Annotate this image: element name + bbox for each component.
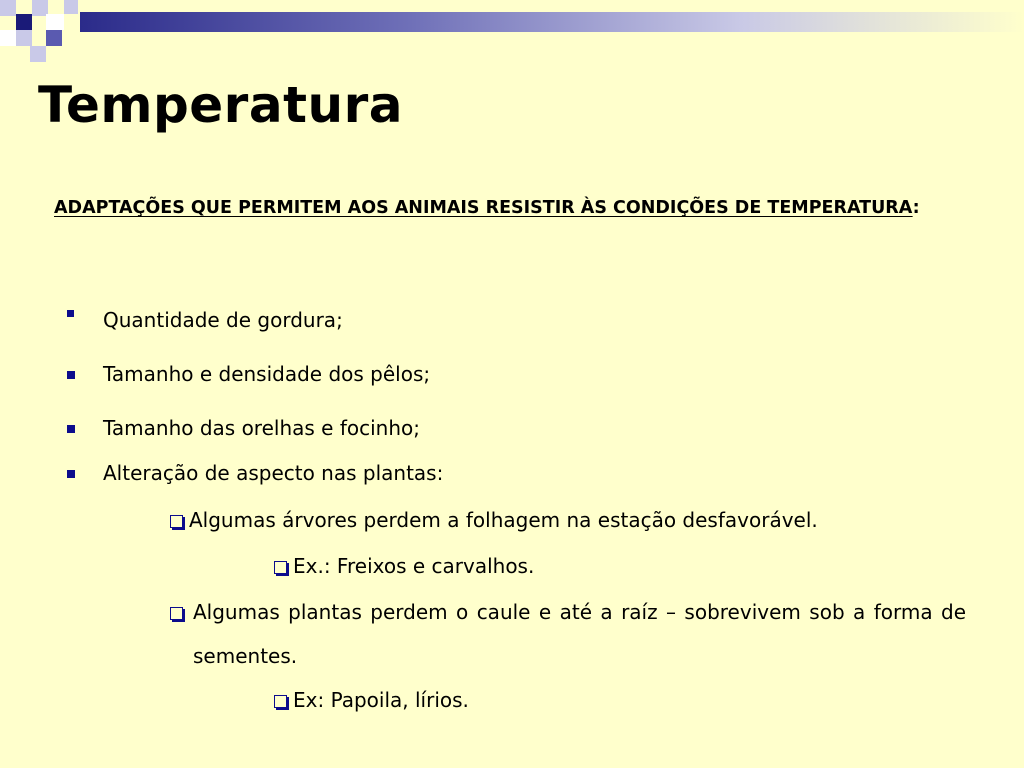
example-item [274,678,469,722]
bullet-square-icon [67,310,74,317]
example-text: Ex.: Freixos e carvalhos. [293,554,535,578]
list-item-text: Tamanho das orelhas e focinho; [103,416,420,440]
list-item-text: Tamanho e densidade dos pêlos; [103,362,431,386]
example-text: Ex: Papoila, lírios. [293,688,469,712]
list-item-text: Quantidade de gordura; [103,308,343,332]
sub-list-item-text: Algumas plantas perdem o caule e até a raíz – sobrevivem sob a forma de sementes. [193,600,966,668]
section-heading [54,188,968,228]
sub-list-item-text: Algumas árvores perdem a folhagem na estação desfavorável. [189,508,818,532]
deco-square [64,0,78,14]
checkbox-bullet-icon [274,695,287,708]
heading-colon: : [912,198,920,218]
example-item [274,544,534,588]
deco-square [30,46,46,62]
heading-text: ADAPTAÇÕES QUE PERMITEM AOS ANIMAIS RESISTIR ÀS CONDIÇÕES DE TEMPERATURA [54,198,913,218]
checkbox-bullet-icon [170,607,183,620]
deco-square [46,14,64,30]
bullet-square-icon [67,371,75,379]
deco-square [0,30,16,46]
sub-list-item [170,590,966,678]
deco-square [16,30,32,46]
checkbox-bullet-icon [274,561,287,574]
deco-square [46,30,62,46]
header-decoration [0,0,1024,62]
deco-square [0,0,16,16]
bullet-square-icon [67,470,75,478]
gradient-bar [80,12,1024,32]
list-item-text: Alteração de aspecto nas plantas: [103,461,444,485]
deco-square [16,14,32,30]
slide-title: Temperatura [38,76,403,134]
checkbox-bullet-icon [170,515,183,528]
sub-list-item [170,498,818,542]
bullet-square-icon [67,425,75,433]
